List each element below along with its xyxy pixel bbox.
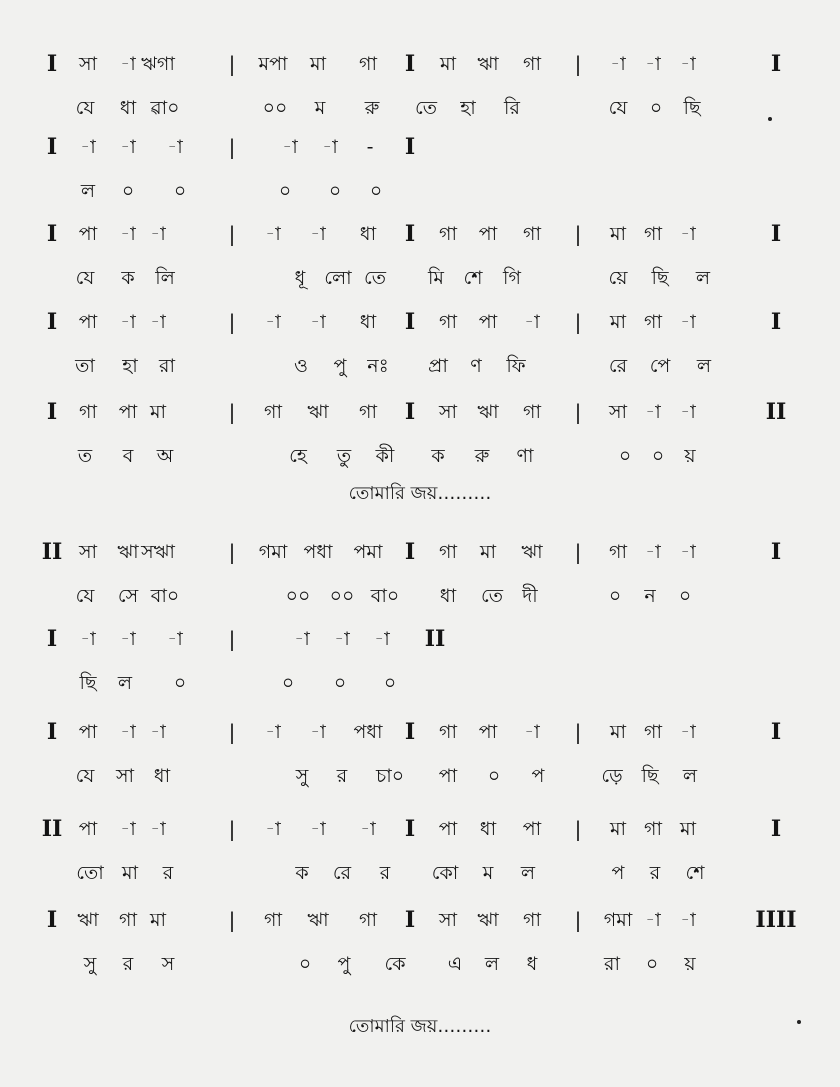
lyric-syllable: স [161,953,175,975]
lyric-syllable: পু [333,355,347,377]
lyric-syllable: প্রা [428,355,448,377]
lyric-syllable: ০ [281,672,295,694]
lyric-syllable: ০০ [262,97,288,119]
lyric-syllable: ল [117,672,133,694]
bar-mark: I [46,907,58,933]
lyric-syllable: কী [375,445,395,467]
lyric-line [0,179,840,203]
lyric-syllable: রে [332,862,352,884]
note-cell: গা [523,401,541,423]
lyric-syllable: ণ [470,355,482,377]
lyric-syllable: এ [447,953,463,975]
beat-divider: | [228,310,236,334]
bar-mark: I [770,816,782,842]
lyric-syllable: ০ [608,585,622,607]
note-cell: গা [439,223,457,245]
note-cell: -া [310,721,326,743]
note-cell: গা [523,223,541,245]
beat-divider: | [228,720,236,744]
lyric-syllable: লি [155,267,175,289]
lyric-syllable: ছি [683,97,701,119]
note-cell: গমা [603,909,633,931]
lyric-syllable: ল [695,267,711,289]
lyric-syllable: হা [122,355,138,377]
lyric-syllable: সে [117,585,139,607]
note-cell: ধা [479,818,497,840]
note-cell: -া [334,628,350,650]
note-cell: -া [150,223,166,245]
note-cell: ধা [359,311,377,333]
lyric-syllable: চা০ [375,765,405,787]
note-cell: -া [524,311,540,333]
note-cell: গমা [258,541,288,563]
lyric-syllable: তে [415,97,437,119]
lyric-line [0,764,840,788]
lyric-syllable: ন [644,585,656,607]
lyric-syllable: র [649,862,661,884]
bar-mark: I [404,399,416,425]
lyric-syllable: ০০ [285,585,311,607]
lyric-line [0,952,840,976]
lyric-syllable: ক [295,862,309,884]
note-cell: পা [78,721,98,743]
note-cell: -া [680,223,696,245]
note-cell: -া [282,136,298,158]
lyric-line [0,671,840,695]
note-cell: গা [439,541,457,563]
note-cell: গা [264,909,282,931]
note-cell: সা [78,541,98,563]
note-cell: -া [610,53,626,75]
lyric-line [0,584,840,608]
lyric-syllable: য় [684,445,696,467]
note-cell: গা [523,909,541,931]
bar-mark: I [46,51,58,77]
lyric-syllable: ণা [516,445,534,467]
bar-mark: I [404,134,416,160]
lyric-syllable: মি [428,267,444,289]
lyric-syllable: ম [482,862,494,884]
lyric-syllable: কে [384,953,406,975]
bar-mark: I [404,907,416,933]
lyric-syllable: কো [431,862,459,884]
note-cell: পা [478,223,498,245]
beat-divider: | [228,540,236,564]
notation-line [0,52,840,76]
note-cell: মপা [258,53,288,75]
bar-mark: I [46,134,58,160]
lyric-line [0,354,840,378]
note-cell: গা [119,909,137,931]
note-cell: -া [294,628,310,650]
lyric-syllable: র [162,862,174,884]
ink-speck [797,1020,801,1024]
note-cell: ঋা [307,401,329,423]
note-cell: -া [265,721,281,743]
lyric-syllable: শে [685,862,705,884]
notation-line [0,817,840,841]
lyric-syllable: য়ে [608,267,628,289]
lyric-syllable: ল [520,862,536,884]
lyric-syllable: বা০ [370,585,400,607]
lyric-syllable: ধা [153,765,171,787]
note-cell: -া [265,223,281,245]
lyric-syllable: তে [364,267,386,289]
beat-divider: | [574,400,582,424]
lyric-syllable: ০ [487,765,501,787]
bar-mark: II [41,539,63,565]
note-cell: -া [150,721,166,743]
lyric-syllable: র [379,862,391,884]
lyric-line [0,96,840,120]
note-cell: পা [478,311,498,333]
lyric-line [0,266,840,290]
note-cell: মা [479,541,497,563]
note-cell: মা [439,53,457,75]
bar-mark: I [770,309,782,335]
note-cell: পধা [353,721,383,743]
lyric-syllable: যে [75,97,95,119]
bar-mark: I [404,816,416,842]
bar-mark: IIII [755,907,797,933]
lyric-syllable: ০ [651,445,665,467]
bar-mark: I [404,309,416,335]
note-cell: -া [322,136,338,158]
ink-speck [768,117,772,121]
lyric-syllable: তো [76,862,104,884]
note-cell: মা [609,223,627,245]
note-cell: পা [522,818,542,840]
bar-mark: I [770,719,782,745]
lyric-syllable: ক [431,445,445,467]
bar-mark: I [46,626,58,652]
note-cell: ঋা [477,401,499,423]
beat-divider: | [228,627,236,651]
note-cell: -া [680,401,696,423]
note-cell: পধা [303,541,333,563]
beat-divider: | [228,52,236,76]
notation-line [0,310,840,334]
notation-line [0,135,840,159]
lyric-syllable: ০ [173,180,187,202]
beat-divider: | [574,540,582,564]
bar-mark: I [770,51,782,77]
lyric-syllable: ধূ [294,267,306,289]
lyric-syllable: র [336,765,348,787]
beat-divider: | [228,817,236,841]
note-cell: সঋা [141,541,175,563]
notation-line [0,720,840,744]
lyric-syllable: তে [481,585,503,607]
lyric-syllable: ক [121,267,135,289]
note-cell: পা [438,818,458,840]
lyric-syllable: ড়ে [601,765,623,787]
note-cell: -া [680,909,696,931]
note-cell: পা [118,401,138,423]
lyric-syllable: যে [75,267,95,289]
lyric-syllable: হা [460,97,476,119]
note-cell: -া [265,818,281,840]
note-cell: গা [644,311,662,333]
lyric-syllable: ৱা০ [150,97,180,119]
lyric-syllable: ০ [369,180,383,202]
note-cell: পা [78,311,98,333]
refrain-text: তোমারি জয়……… [348,1016,492,1037]
lyric-syllable: য় [684,953,696,975]
note-cell: গা [359,401,377,423]
beat-divider: | [574,52,582,76]
note-cell: -া [120,818,136,840]
lyric-syllable: ০ [618,445,632,467]
notation-line [0,627,840,651]
lyric-syllable: ধ [526,953,538,975]
lyric-syllable: ০ [328,180,342,202]
lyric-syllable: সু [83,953,97,975]
note-cell: -া [360,818,376,840]
note-cell: গা [439,311,457,333]
lyric-syllable: দী [522,585,538,607]
lyric-syllable: ও [294,355,308,377]
lyric-syllable: র [122,953,134,975]
note-cell: ঋা [77,909,99,931]
lyric-syllable: ব [122,445,134,467]
lyric-syllable: প [611,862,625,884]
note-cell: ধা [359,223,377,245]
lyric-syllable: গি [503,267,521,289]
note-cell: সা [78,53,98,75]
lyric-syllable: ০ [645,953,659,975]
note-cell: মা [149,401,167,423]
lyric-syllable: লো [324,267,352,289]
lyric-syllable: পু [337,953,351,975]
note-cell: -া [120,223,136,245]
note-cell: -া [310,311,326,333]
lyric-syllable: রু [474,445,490,467]
lyric-syllable: প [531,765,545,787]
lyric-syllable: ০ [173,672,187,694]
lyric-syllable: হে [289,445,307,467]
note-cell: গা [523,53,541,75]
note-cell: গা [609,541,627,563]
note-cell: -া [680,541,696,563]
lyric-line [0,861,840,885]
lyric-syllable: ল [484,953,500,975]
note-cell: -া [150,818,166,840]
lyric-syllable: সা [115,765,135,787]
note-cell: -া [680,721,696,743]
beat-divider: | [574,720,582,744]
note-cell: -া [374,628,390,650]
note-cell: গা [644,223,662,245]
lyric-syllable: রে [608,355,628,377]
note-cell: -া [310,818,326,840]
lyric-syllable: ছি [79,672,97,694]
beat-divider: | [574,908,582,932]
lyric-syllable: ধা [119,97,137,119]
lyric-syllable: ০ [298,953,312,975]
note-cell: -া [150,311,166,333]
lyric-syllable: অ [156,445,174,467]
note-cell: পা [78,223,98,245]
lyric-syllable: পে [649,355,671,377]
refrain-text: তোমারি জয়……… [348,483,492,504]
lyric-syllable: তু [336,445,352,467]
bar-mark: I [770,221,782,247]
note-cell: গা [644,818,662,840]
lyric-syllable: রু [364,97,380,119]
note-cell: -া [645,909,661,931]
beat-divider: | [574,310,582,334]
lyric-syllable: শে [463,267,483,289]
lyric-syllable: রা [159,355,175,377]
lyric-syllable: পা [438,765,458,787]
note-cell: মা [609,818,627,840]
notation-line [0,400,840,424]
note-cell: ঋা [307,909,329,931]
lyric-syllable: ০ [649,97,663,119]
lyric-syllable: ০ [121,180,135,202]
note-cell: -া [645,541,661,563]
note-cell: মা [309,53,327,75]
note-cell: ঋগা [141,53,175,75]
bar-mark: I [46,221,58,247]
note-cell: -া [80,628,96,650]
note-cell: সা [608,401,628,423]
bar-mark: II [424,626,446,652]
note-cell: -া [120,721,136,743]
lyric-syllable: ফি [506,355,526,377]
lyric-syllable: ০ [383,672,397,694]
lyric-syllable: বা০ [150,585,180,607]
bar-mark: I [46,719,58,745]
note-cell: -া [310,223,326,245]
note-cell: পা [478,721,498,743]
note-cell: -া [645,53,661,75]
lyric-syllable: রি [504,97,520,119]
lyric-line [0,444,840,468]
notation-line [0,540,840,564]
note-cell: গা [359,909,377,931]
notation-line [0,908,840,932]
note-cell: মা [609,721,627,743]
bar-mark: I [46,309,58,335]
lyric-syllable: যে [608,97,628,119]
note-cell: - [366,136,374,158]
note-cell: -া [645,401,661,423]
lyric-syllable: সু [295,765,309,787]
note-cell: -া [265,311,281,333]
note-cell: -া [80,136,96,158]
lyric-syllable: ০ [678,585,692,607]
beat-divider: | [228,222,236,246]
bar-mark: I [404,719,416,745]
note-cell: মা [609,311,627,333]
lyric-syllable: ০০ [329,585,355,607]
note-cell: গা [359,53,377,75]
lyric-syllable: ম [314,97,326,119]
beat-divider: | [228,400,236,424]
note-cell: সা [438,909,458,931]
lyric-syllable: রা [604,953,620,975]
bar-mark: II [41,816,63,842]
lyric-syllable: নঃ [367,355,389,377]
notation-line [0,222,840,246]
bar-mark: II [765,399,787,425]
note-cell: মা [149,909,167,931]
note-cell: ঋা [477,909,499,931]
lyric-syllable: মা [121,862,139,884]
lyric-syllable: যে [75,765,95,787]
bar-mark: I [404,539,416,565]
note-cell: -া [680,53,696,75]
note-cell: পমা [353,541,383,563]
note-cell: -া [167,136,183,158]
lyric-syllable: ল [80,180,96,202]
note-cell: -া [120,53,136,75]
note-cell: -া [167,628,183,650]
note-cell: গা [644,721,662,743]
note-cell: -া [680,311,696,333]
note-cell: ঋা [477,53,499,75]
note-cell: -া [524,721,540,743]
note-cell: গা [264,401,282,423]
note-cell: গা [439,721,457,743]
lyric-syllable: ০ [333,672,347,694]
bar-mark: I [404,221,416,247]
lyric-syllable: যে [75,585,95,607]
beat-divider: | [574,222,582,246]
note-cell: গা [79,401,97,423]
bar-mark: I [46,399,58,425]
bar-mark: I [404,51,416,77]
beat-divider: | [228,135,236,159]
lyric-syllable: ল [696,355,712,377]
lyric-syllable: ল [682,765,698,787]
lyric-syllable: ছি [651,267,669,289]
lyric-syllable: তা [75,355,95,377]
lyric-syllable: ধা [439,585,457,607]
note-cell: সা [438,401,458,423]
note-cell: -া [120,136,136,158]
note-cell: ঋা [117,541,139,563]
note-cell: পা [78,818,98,840]
beat-divider: | [574,817,582,841]
note-cell: -া [120,628,136,650]
note-cell: ঋা [521,541,543,563]
bar-mark: I [770,539,782,565]
lyric-syllable: ০ [278,180,292,202]
lyric-syllable: ত [77,445,93,467]
note-cell: মা [679,818,697,840]
note-cell: -া [120,311,136,333]
beat-divider: | [228,908,236,932]
lyric-syllable: ছি [641,765,659,787]
